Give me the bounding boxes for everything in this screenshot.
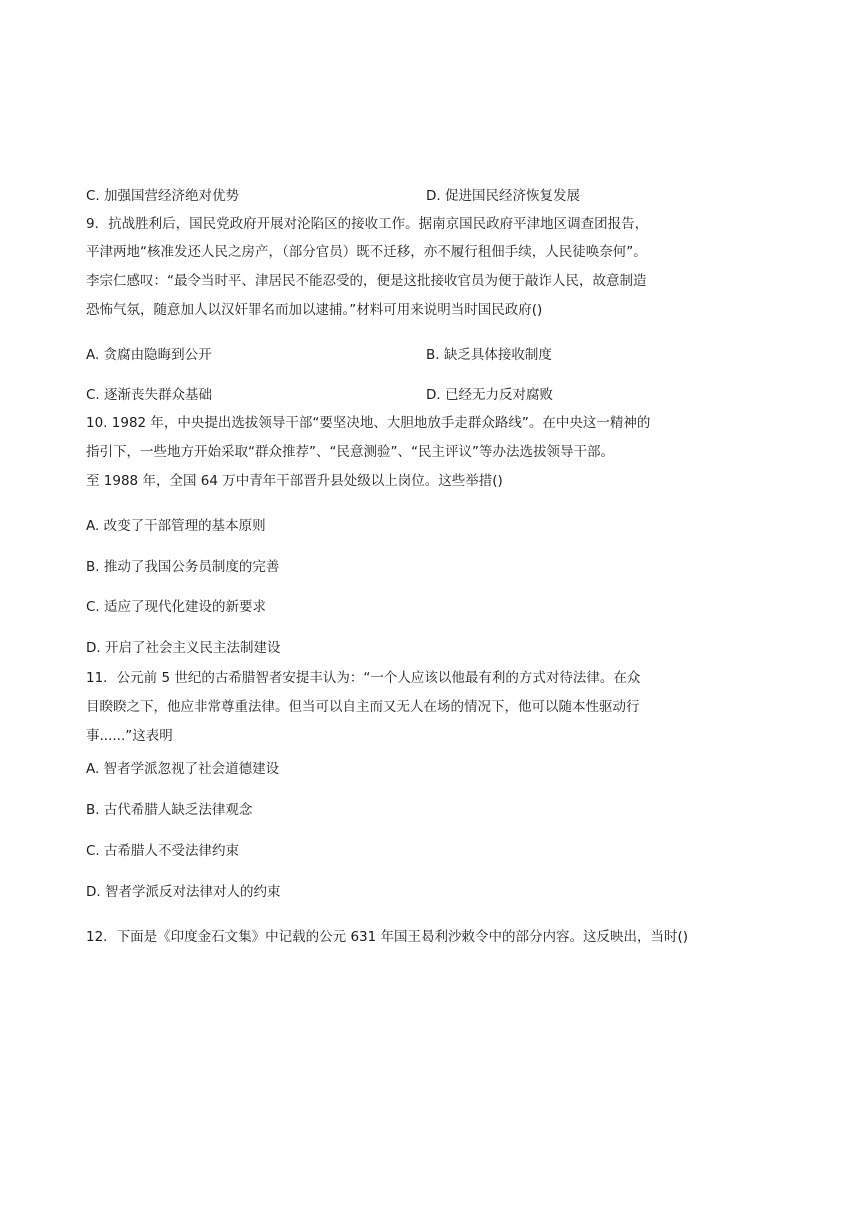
q9-stem-line-4: 恐怖气氛，随意加人以汉奸罪名而加以逮捕。”材料可用来说明当时国民政府() (86, 302, 543, 318)
q10-option-c: C. 适应了现代化建设的新要求 (86, 599, 267, 615)
q9-option-b: B. 缺乏具体接收制度 (426, 347, 552, 363)
q11-option-c: C. 古希腊人不受法律约束 (86, 843, 240, 859)
q11-option-a: A. 智者学派忽视了社会道德建设 (86, 761, 280, 777)
q11-stem-line-2: 目睽睽之下，他应非常尊重法律。但当可以自主而又无人在场的情况下，他可以随本性驱动行 (86, 699, 640, 715)
q11-option-d: D. 智者学派反对法律对人的约束 (86, 884, 281, 900)
q10-stem-line-2: 指引下，一些地方开始采取“群众推荐”、“民意测验”、“民主评议”等办法选拔领导干部。 (86, 444, 614, 460)
q9-stem-line-3: 李宗仁感叹：“最令当时平、津居民不能忍受的，便是这批接收官员为便于敲诈人民，故意制造 (86, 273, 647, 289)
q9-stem-line-2: 平津两地“核准发还人民之房产，（部分官员）既不迁移，亦不履行租佃手续，人民徒唤奈何”。 (86, 244, 647, 260)
q10-option-a: A. 改变了干部管理的基本原则 (86, 518, 266, 534)
q9-option-a: A. 贪腐由隐晦到公开 (86, 347, 212, 363)
q11-stem-line-1: 11．公元前 5 世纪的古希腊智者安提丰认为：“一个人应该以他最有利的方式对待法律。在众 (86, 670, 641, 686)
q9-option-c: C. 逐渐丧失群众基础 (86, 387, 213, 403)
q8-option-d: D. 促进国民经济恢复发展 (426, 188, 580, 204)
q11-option-b: B. 古代希腊人缺乏法律观念 (86, 802, 253, 818)
q10-option-d: D. 开启了社会主义民主法制建设 (86, 640, 281, 656)
q8-option-c: C. 加强国营经济绝对优势 (86, 188, 240, 204)
q9-stem-line-1: 9．抗战胜利后，国民党政府开展对沦陷区的接收工作。据南京国民政府平津地区调查团报告， (86, 216, 649, 232)
q9-option-d: D. 已经无力反对腐败 (426, 387, 553, 403)
q11-stem-line-3: 事......”这表明 (86, 728, 173, 744)
q10-stem-line-1: 10. 1982 年，中央提出选拔领导干部“要坚决地、大胆地放手走群众路线”。在中央这一精神的 (86, 415, 651, 431)
q12-stem-line-1: 12．下面是《印度金石文集》中记载的公元 631 年国王曷利沙敕令中的部分内容。这反映出，当时() (86, 929, 689, 945)
q10-option-b: B. 推动了我国公务员制度的完善 (86, 559, 280, 575)
q10-stem-line-3: 至 1988 年，全国 64 万中青年干部晋升县处级以上岗位。这些举措() (86, 473, 503, 489)
